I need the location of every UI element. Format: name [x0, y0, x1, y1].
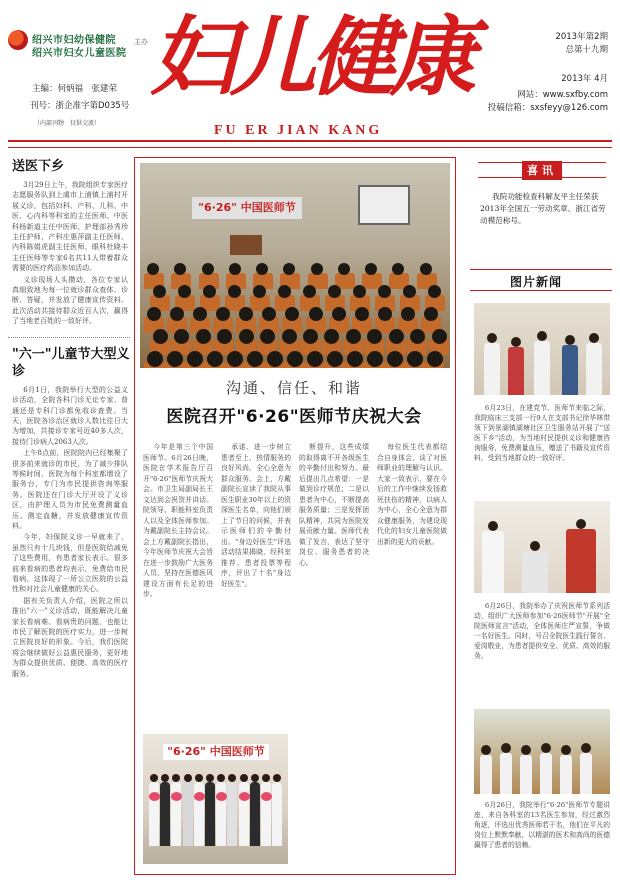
attendee-head [307, 351, 323, 367]
attendee-head [346, 329, 361, 344]
news-photo-1 [474, 303, 610, 395]
attendee-head [228, 285, 241, 298]
email-link[interactable]: 投稿信箱：sxsfeyy@126.com [487, 103, 608, 113]
attendee-head [353, 285, 366, 298]
attendee-head [178, 285, 191, 298]
feature-headline: 医院召开"6·26"医师节庆祝大会 [166, 407, 422, 427]
attendee-head [355, 307, 369, 321]
issue-total: 总第十九期 [565, 45, 608, 55]
photo-person [540, 753, 552, 794]
paragraph: 断提升，这些成绩的取得离不开各级医生的辛勤付出和努力。最后提出几点希望：一是做到诊疗规范；二是以患者为中心，不断提高服务质量；三是发挥团队精神，共同为医院发展贡献力量。医师代表做了发言，表达了坚守岗位、服务患者的决心。 [299, 443, 369, 567]
news-photo-3 [474, 709, 610, 794]
group-person-head [251, 774, 259, 782]
attendee-head [428, 285, 441, 298]
permit-number: 刊号：浙企准字第D035号 [30, 101, 130, 111]
group-person-head [228, 774, 236, 782]
attendee-head [153, 329, 168, 344]
issue-date: 2013年 4月 [561, 74, 608, 84]
group-person [160, 782, 170, 846]
attendee-head [187, 351, 203, 367]
photo-person-head [537, 331, 547, 341]
attendee-head [147, 351, 163, 367]
attendee-head [167, 351, 183, 367]
attendee-head [420, 263, 432, 275]
group-person-head [262, 774, 270, 782]
attendee-head [247, 351, 263, 367]
photo-person [500, 753, 512, 794]
attendee-head [147, 307, 161, 321]
photo-person [534, 341, 550, 395]
photo-caption: 6月26日，我院举行"6·26"医师节专题讲座，来自各科室的13名医生参加，经过激烈角逐，评选出优秀医师若干名，他们在平凡的岗位上默默奉献，以精湛的医术和高尚的医德赢得了患者的信赖。 [474, 801, 610, 849]
attendee-head [424, 307, 438, 321]
group-person [183, 782, 193, 846]
photo-person-head [541, 743, 551, 753]
paragraph: 义诊现场人头攒动，各位专家认真细致地为每一位就诊群众查体、诊断、答疑，并发放了健康宣传资料。此次活动共接待群众近百人次，赢得了当地老百姓的一致好评。 [12, 275, 128, 326]
attendee-head [327, 351, 343, 367]
photo-person-head [576, 519, 586, 529]
projector-screen [358, 185, 410, 225]
attendee-head [256, 263, 268, 275]
paragraph: 每位医生代表都结合自身体会，谈了对医师职业的理解与认识。大家一致表示，要在今后的工作中继续发扬救死扶伤的精神，以病人为中心，全心全意为群众健康服务，为建设现代化的妇女儿童医院做出新的更大的贡献。 [377, 443, 447, 546]
attendee-head [170, 307, 184, 321]
photo-person [522, 551, 548, 593]
good-news-badge: 喜讯 [522, 161, 562, 180]
attendee-head [401, 307, 415, 321]
newspaper-title: 妇儿健康 [150, 7, 470, 108]
photo-person-head [501, 743, 511, 753]
photo-person-head [488, 521, 498, 531]
photo-person [560, 755, 572, 794]
bouquet-icon [194, 792, 205, 801]
article-headline: 送医下乡 [12, 159, 65, 174]
photo-person-head [589, 333, 599, 343]
group-person-head [150, 774, 158, 782]
good-news-header [478, 162, 606, 178]
attendee-head [239, 329, 254, 344]
group-person [250, 782, 260, 846]
photo-caption: 6月23日，在建党节、医师节来临之际，我院临床三支部一行9人在支部书记徐华林带领下到景湖镇湖塘社区卫生服务站开展了"送医下乡"活动，为当地村民提供义诊和健康咨询服务，免费测量血压，赠送了书籍及宣传资料，受到当地群众的一致好评。 [474, 404, 610, 462]
article-body [8, 180, 130, 327]
text-column [299, 442, 369, 568]
attendee-head [287, 351, 303, 367]
paragraph: 3月29日上午，我院组织专家医疗志愿服务队到上虞市上浦镇上浦村开展义诊，包括妇科、产科、儿科、中医、心内科等科室的主任医师。中医科杨新道主任中医师、护理部孙秀珍主任护师、产科庄惠萍副主任医师、内科陈娟虎副主任医师、眼科杜晓丰主任医师等专家6名共11人带着群众需要的医疗药品参加活动。 [12, 181, 128, 273]
group-person-head [273, 774, 281, 782]
feature-subtitle: 沟通、信任、和谐 [225, 379, 362, 397]
paragraph: 据有关负责人介绍，医院之所以推出"六一"义诊活动，既能解决儿童家长看病难、看病贵的问题，也能让市民了解医院的医疗实力，进一步树立医院良好的形象。今后，我们医院将会继续做好公益惠民服务，更好地为群众提供优质、便捷、高效的医疗服务。 [12, 596, 128, 678]
header-divider [8, 140, 612, 142]
attendee-head [427, 351, 443, 367]
group-person-head [206, 774, 214, 782]
attendee-head [147, 263, 159, 275]
attendee-head [203, 285, 216, 298]
group-person-head [172, 774, 180, 782]
attendee-head [432, 329, 447, 344]
group-person [205, 782, 215, 846]
group-person-head [217, 774, 225, 782]
editors: 主编：何炳福 张建荣 [32, 84, 118, 94]
text-column [221, 442, 291, 589]
photo-caption: 6月26日，我院举办了庆祝医师节系列活动，组织广大医师参加"6·26医师节"开展"全院医师宣言"活动，全体医师庄严宣誓，争做一名好医生。同时，号召全院医生践行誓言、爱岗敬业，为患者提供安全、优质、高效的服务。 [474, 602, 610, 660]
attendee-head [338, 263, 350, 275]
attendee-head [202, 263, 214, 275]
paragraph: 承诺、进一步树立患者至上、热情服务的良好风尚、全心全意为群众服务。会上，方戴副院长宣读了我院从事医生职业30年以上的资深医生名单，向他们颁上了节日的问候，并表示医师们的辛勤付出。"身边好医生"评选活动结果揭晓，经科室推荐、患者投票等程序，评出了十名"身边好医生"。 [221, 443, 291, 588]
attendee-head [303, 285, 316, 298]
issue-number: 2013年第2期 [555, 32, 608, 42]
bouquet-icon [261, 792, 272, 801]
photo-person [484, 343, 500, 395]
org-name-2: 绍兴市妇女儿童医院 [32, 48, 127, 59]
title-pinyin: FU ER JIAN KANG [214, 123, 383, 138]
hospital-logo-icon [8, 30, 28, 50]
attendee-head [311, 263, 323, 275]
photo-person-head [530, 541, 540, 551]
photo-banner: "6·26" 中国医师节 [192, 197, 302, 219]
photo-person [508, 347, 524, 395]
attendee-head [267, 351, 283, 367]
group-photo-banner: "6·26" 中国医师节 [163, 744, 269, 760]
attendee-head [387, 351, 403, 367]
attendee-head [207, 351, 223, 367]
photo-person-head [521, 745, 531, 755]
photo-person [566, 529, 596, 593]
good-news-text: 我院功能检查科解友平主任荣获2013年全国五一劳动奖章、浙江省劳动模范称号。 [480, 192, 606, 225]
photo-news-title: 图片新闻 [510, 275, 563, 289]
photo-person [580, 753, 592, 794]
header-divider-thin [8, 147, 612, 148]
group-person-head [240, 774, 248, 782]
paragraph: 6月1日，我院举行大型的公益义诊活动，全院各科门诊无论专家、普通还是专科门诊都免收诊查费。当天，医院各诊治区就诊人数比往日大为增加，共接诊专家号近40多人次，接待门诊病人2063人次。 [12, 385, 128, 446]
podium [230, 235, 262, 255]
attendee-head [229, 263, 241, 275]
feature-body [143, 442, 449, 732]
photo-person [586, 343, 602, 395]
photo-person [520, 755, 532, 794]
attendee-head [282, 329, 297, 344]
attendee-head [332, 307, 346, 321]
org-name-1: 绍兴市妇幼保健院 [32, 35, 116, 46]
attendee-head [153, 285, 166, 298]
masthead [0, 0, 620, 150]
paragraph: 上午8点前，医院院内已经集聚了很多前来就诊的市民，为了减少排队等候时间，医院为每个科室都增设了服务台，专门为市民提供咨询等服务。医院还在门诊大厅开设了义诊区，由护理人员为市民免费测量血压、测定血糖，并发放健康宣传资料。 [12, 449, 128, 530]
article-body [8, 385, 130, 679]
feature-article [134, 157, 456, 875]
org-tag: 主办 [134, 38, 148, 46]
paragraph: 今年，妇保院义诊一早就来了，虽然只有十几块钱，但是医院给减免了这些费用，有患者家长表示。很多前来看病的患者均表示，免费给市民看病，这体现了一所公立医院的公益性和对社会儿童健康的关心。 [12, 533, 128, 594]
attendee-head [347, 351, 363, 367]
bouquet-icon [239, 792, 250, 801]
photo-person [480, 755, 492, 794]
conference-photo [140, 163, 450, 368]
attendee-head [278, 285, 291, 298]
attendee-head [196, 329, 211, 344]
group-photo [143, 734, 288, 864]
divider [8, 337, 130, 338]
photo-person-head [487, 333, 497, 343]
text-column [143, 442, 213, 600]
photo-person-head [511, 337, 521, 347]
photo-person-head [565, 335, 575, 345]
article-headline: "六一"儿童节大型义诊 [12, 346, 130, 379]
attendee-head [227, 351, 243, 367]
group-person [227, 782, 237, 846]
photo-person [482, 531, 504, 593]
photo-news-header [470, 269, 612, 291]
group-person-head [195, 774, 203, 782]
photo-person-head [561, 745, 571, 755]
internal-note: （内部刊物 仅供交流） [34, 120, 101, 127]
attendee-head [407, 351, 423, 367]
text-column [377, 442, 447, 547]
attendee-head [389, 329, 404, 344]
attendee-head [253, 285, 266, 298]
attendee-head [367, 351, 383, 367]
attendee-head [328, 285, 341, 298]
attendee-head [403, 285, 416, 298]
paragraph: 今年是第三个中国医师节。6月26日晚，医院在学术报告厅召开"6·26"医师节庆祝大会。市卫生局副局长王文达到会祝贺并讲话。院领导、职能科室负责人以及全体医师参加。为戴副院长主持会议。会上方戴副院长指出，今年医师节庆祝大会旨在进一步鼓励广大医务人员，坚持在医德医风建设方面有长足的进步。 [143, 443, 213, 598]
photo-person-head [581, 743, 591, 753]
bouquet-icon [149, 792, 160, 801]
group-person-head [184, 774, 192, 782]
attendee-head [378, 307, 392, 321]
photo-person [562, 345, 578, 395]
good-news-box [470, 157, 612, 252]
attendee-head [303, 329, 318, 344]
website-link[interactable]: 网站：www.sxfby.com [517, 90, 608, 100]
attendee-head [378, 285, 391, 298]
left-column [8, 158, 130, 680]
photo-person-head [481, 745, 491, 755]
news-photo-2 [474, 501, 610, 593]
group-person-head [161, 774, 169, 782]
attendee-head [309, 307, 323, 321]
group-person [272, 782, 282, 846]
